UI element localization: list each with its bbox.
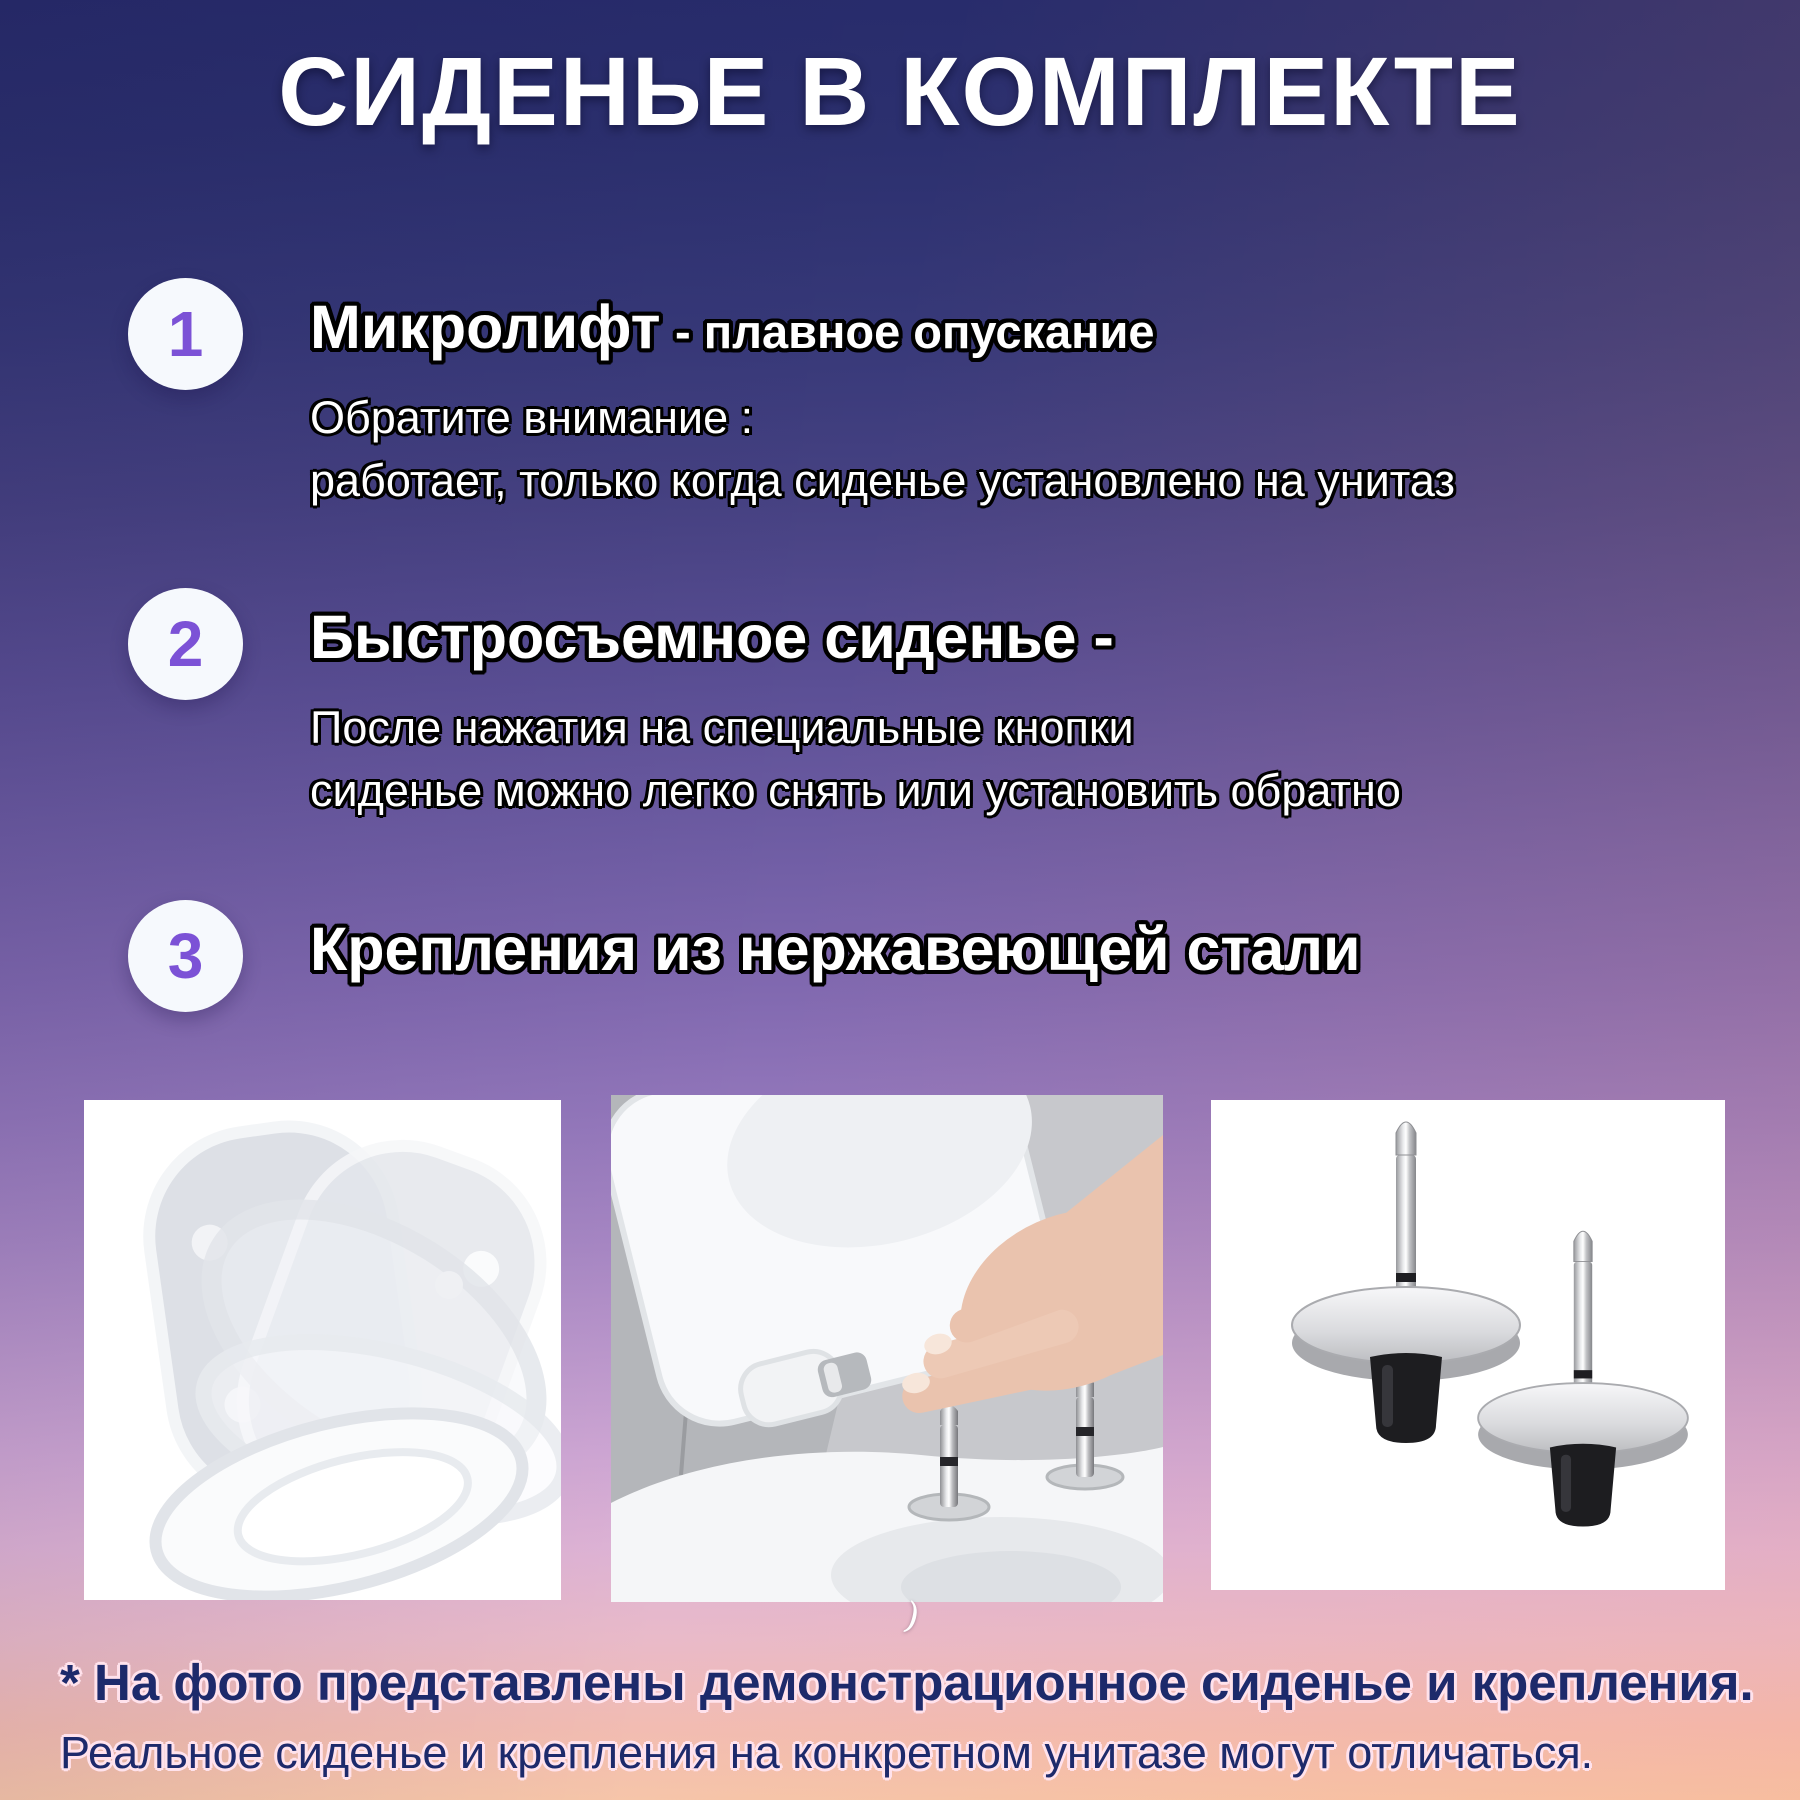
feature-number-badge-1 <box>128 278 243 390</box>
feature-text-1 <box>310 292 1710 512</box>
feature-heading-main-1: Микролифт <box>310 293 661 361</box>
quick-release-illustration <box>611 1095 1163 1602</box>
feature-description-2 <box>310 696 1710 822</box>
feature-line: работает, только когда сиденье установлено на унитаз <box>310 455 1456 506</box>
feature-heading-main-2: Быстросъемное сиденье - <box>310 603 1114 671</box>
feature-description-1 <box>310 386 1710 512</box>
fittings-illustration <box>1211 1100 1725 1590</box>
page-title: СИДЕНЬЕ В КОМПЛЕКТЕ <box>278 37 1522 146</box>
feature-text-2 <box>310 602 1710 822</box>
soft-close-seat-illustration <box>84 1100 561 1600</box>
footer-disclaimer <box>60 1652 1780 1784</box>
feature-number-3: 3 <box>167 920 204 992</box>
soft-close-seat-photo <box>84 1100 561 1600</box>
decorative-mark: ) <box>900 1594 924 1639</box>
feature-number-badge-3 <box>128 900 243 1012</box>
stainless-steel-fittings-photo <box>1211 1100 1725 1590</box>
feature-heading-note-1: - плавное опускание <box>675 305 1155 358</box>
footer-disclaimer-line2: Реальное сиденье и крепления на конкретном унитазе могут отличаться. <box>60 1727 1594 1778</box>
feature-heading-3 <box>310 914 1710 984</box>
feature-heading-1 <box>310 292 1710 362</box>
feature-number-2: 2 <box>167 608 204 680</box>
feature-line: После нажатия на специальные кнопки <box>310 702 1134 753</box>
feature-heading-main-3: Крепления из нержавеющей стали <box>310 915 1361 983</box>
feature-text-3 <box>310 914 1710 984</box>
feature-line: сиденье можно легко снять или установить обратно <box>310 765 1401 816</box>
footer-disclaimer-line1: * На фото представлены демонстрационное сиденье и крепления. <box>60 1654 1754 1711</box>
feature-heading-2 <box>310 602 1710 672</box>
feature-number-1: 1 <box>167 298 204 370</box>
feature-line: Обратите внимание : <box>310 392 754 443</box>
quick-release-seat-photo <box>611 1095 1163 1602</box>
feature-number-badge-2 <box>128 588 243 700</box>
